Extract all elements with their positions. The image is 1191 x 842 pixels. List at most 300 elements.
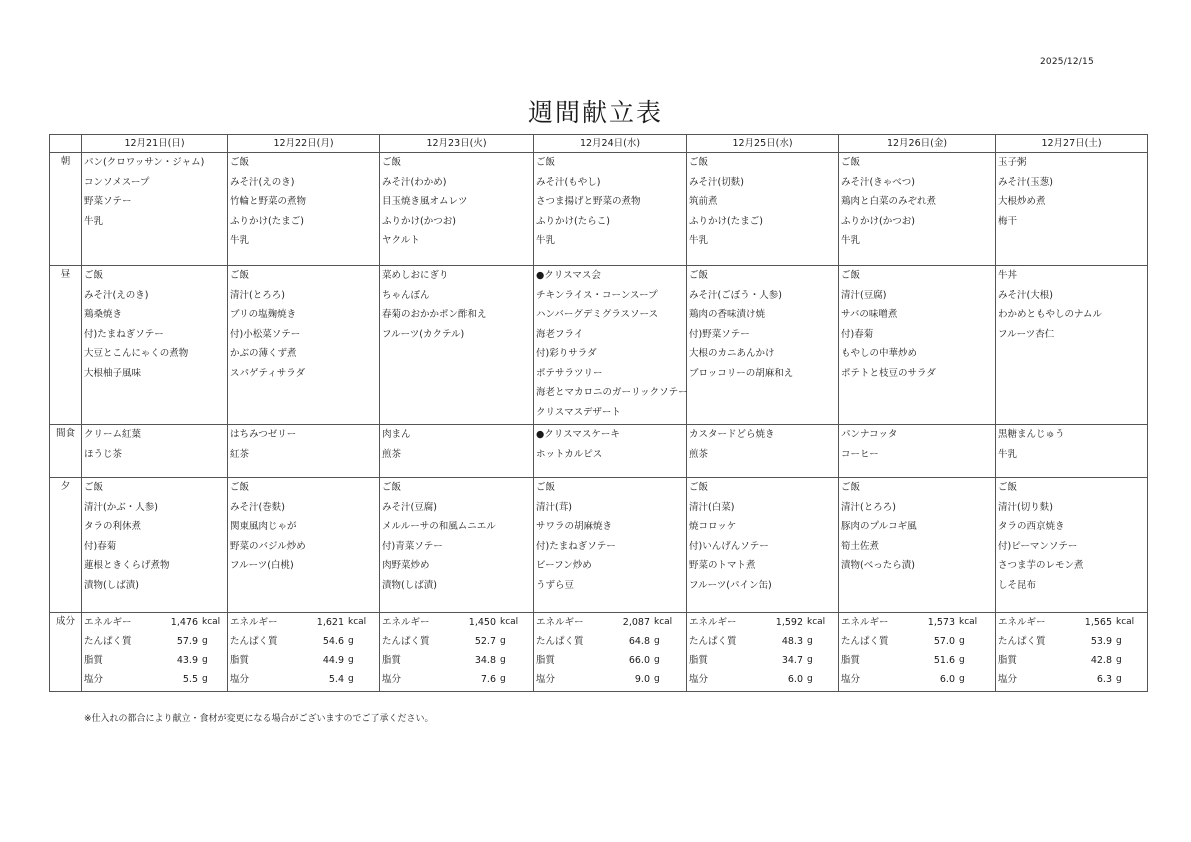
menu-cell [996,478,1148,613]
menu-item: チキンライス・コーンスープ [536,289,658,301]
menu-item-list [228,266,379,385]
nutrient-unit: g [202,655,208,665]
nutrition-grid [839,613,995,691]
nutrient-unit: g [807,636,813,646]
menu-item: コーヒー [841,448,879,460]
menu-cell [82,478,228,613]
menu-item: 大豆とこんにゃくの煮物 [84,348,189,359]
menu-item: みそ汁(豆腐) [382,501,437,513]
menu-item: 牛乳 [841,235,861,246]
menu-item: かぶの薄くず煮 [230,348,297,359]
menu-item: 大根柚子風味 [84,367,142,379]
nutrient-unit: g [654,655,660,665]
nutrient-unit: kcal [1116,617,1135,627]
nutrient-label-energy: エネルギー [230,617,278,628]
menu-item-list [380,478,533,597]
meal-label-lunch: 昼 [50,266,82,425]
menu-item-list [839,266,995,385]
menu-item-list [687,478,838,597]
menu-item: ご飯 [230,157,250,168]
nutrient-unit: g [202,674,208,684]
nutrient-label-fat: 脂質 [230,655,250,666]
nutrient-label-protein: たんぱく質 [382,636,430,647]
menu-item-list [996,425,1147,466]
nutrient-value-protein: 54.6 [322,636,344,647]
menu-item-list [534,425,686,466]
menu-item: ヤクルト [382,235,420,246]
menu-item: ご飯 [84,270,104,281]
menu-item: 春菊のおかかポン酢和え [382,309,487,320]
menu-item: タラの利休煮 [84,521,142,532]
nutrient-label-energy: エネルギー [841,617,889,628]
menu-item: ふりかけ(かつお) [841,215,915,227]
menu-cell [82,425,228,478]
menu-item-list [380,425,533,466]
meal-label-nutrition: 成分 [50,613,82,692]
menu-item: ご飯 [689,270,709,281]
menu-item: 関東風肉じゃが [230,521,297,532]
menu-item: 付)青菜ソテー [382,540,443,552]
menu-item: ご飯 [841,270,861,281]
menu-cell [228,153,380,266]
nutrient-unit: g [959,655,965,665]
menu-cell [839,266,996,425]
menu-item: 清汁(とろろ) [841,501,896,513]
nutrient-value-energy: 2,087 [622,617,650,628]
nutrient-label-salt: 塩分 [230,674,250,685]
menu-item: 漬物(べったら漬) [841,560,915,571]
menu-item: 煎茶 [382,448,402,460]
menu-cell [687,266,839,425]
nutrient-unit: kcal [500,617,519,627]
nutrient-unit: g [1116,674,1122,684]
menu-item: 紅茶 [230,448,250,460]
menu-cell [380,425,534,478]
nutrient-label-salt: 塩分 [84,674,104,685]
menu-item: 玉子粥 [998,157,1027,168]
nutrient-unit: g [807,674,813,684]
menu-cell [228,478,380,613]
nutrient-value-energy: 1,592 [775,617,803,628]
menu-item-list [534,266,686,424]
menu-item: うずら豆 [536,579,575,591]
menu-item: 牛乳 [84,215,104,227]
nutrient-value-fat: 34.7 [781,655,803,666]
menu-item-list [996,153,1147,233]
menu-item: 清汁(とろろ) [230,289,285,301]
menu-cell [839,153,996,266]
menu-item: ポテサラツリー [536,367,603,379]
nutrient-value-energy: 1,621 [316,617,344,628]
menu-item: 鶏桑焼き [84,309,123,320]
nutrient-label-salt: 塩分 [536,674,556,685]
menu-cell [687,153,839,266]
nutrient-label-fat: 脂質 [841,655,861,666]
nutrition-row [50,613,1148,692]
nutrient-unit: g [500,636,506,646]
menu-cell [228,425,380,478]
menu-item: 大根炒め煮 [998,196,1046,207]
menu-item: ちゃんぽん [382,289,430,301]
menu-item: もやしの中華炒め [841,348,918,359]
menu-item: ポテトと枝豆のサラダ [841,367,936,379]
page-title: 週間献立表 [527,97,663,127]
nutrient-unit: g [654,674,660,684]
menu-item-list [82,478,227,597]
menu-item: みそ汁(えのき) [230,176,295,188]
nutrient-unit: g [1116,636,1122,646]
menu-item: 牛乳 [230,235,250,246]
menu-item: みそ汁(えのき) [84,289,149,301]
menu-item: クリーム紅葉 [84,429,142,440]
menu-item-list [228,153,379,253]
menu-item: ご飯 [230,270,250,281]
menu-item: みそ汁(巻麩) [230,501,285,513]
nutrient-label-energy: エネルギー [382,617,430,628]
menu-item: 海老とマカロニのガーリックソテー [536,387,688,398]
nutrient-label-salt: 塩分 [689,674,709,685]
dinner-row [50,478,1148,613]
nutrition-grid [996,613,1147,691]
menu-item: ブリの塩麹焼き [230,309,297,320]
menu-item: 清汁(白菜) [689,501,735,513]
menu-item-list [82,153,227,233]
menu-item: しそ昆布 [998,579,1037,591]
day-header: 12月26日(金) [839,135,996,153]
menu-item: ほうじ茶 [84,448,123,460]
menu-cell [534,153,687,266]
nutrient-value-fat: 43.9 [176,655,198,666]
menu-cell [534,425,687,478]
issue-date: 2025/12/15 [1040,57,1094,67]
nutrient-value-fat: 66.0 [628,655,650,666]
breakfast-row [50,153,1148,266]
menu-item: ご飯 [841,482,861,493]
nutrient-unit: g [348,674,354,684]
nutrient-unit: g [654,636,660,646]
menu-item: 梅干 [998,215,1018,227]
nutrient-unit: kcal [807,617,826,627]
menu-item: ご飯 [382,157,402,168]
menu-cell [380,478,534,613]
nutrient-label-fat: 脂質 [689,655,709,666]
menu-item: さつま芋のレモン煮 [998,560,1084,571]
menu-item: 付)たまねぎソテー [84,328,164,340]
menu-item: 清汁(かぶ・人参) [84,501,158,513]
menu-item: ビーフン炒め [536,560,592,571]
menu-item: みそ汁(大根) [998,289,1053,301]
menu-item-list [839,478,995,578]
corner-cell [50,135,82,153]
menu-cell [996,266,1148,425]
menu-item-list [996,478,1147,597]
menu-item-list [380,266,533,346]
nutrient-value-protein: 53.9 [1090,636,1112,647]
nutrient-value-protein: 57.0 [933,636,955,647]
nutrition-cell [228,613,380,692]
nutrient-value-salt: 6.0 [939,674,955,685]
nutrient-unit: g [202,636,208,646]
menu-item: 肉野菜炒め [382,560,430,571]
nutrient-value-energy: 1,573 [927,617,955,628]
menu-item: 煎茶 [689,448,709,460]
menu-cell [380,266,534,425]
nutrient-value-energy: 1,565 [1084,617,1112,628]
nutrient-value-fat: 42.8 [1090,655,1112,666]
nutrition-cell [534,613,687,692]
menu-item: 牛丼 [998,270,1018,281]
nutrient-unit: g [348,636,354,646]
menu-item-list [687,425,838,466]
nutrition-grid [82,613,227,691]
nutrient-label-fat: 脂質 [84,655,104,666]
menu-item: 竹輪と野菜の煮物 [230,196,307,207]
nutrient-label-salt: 塩分 [998,674,1018,685]
menu-item-list [228,425,379,466]
nutrient-value-energy: 1,450 [468,617,496,628]
menu-item: ご飯 [382,482,402,493]
menu-item-list [687,153,838,253]
nutrient-unit: kcal [348,617,367,627]
nutrient-unit: g [500,655,506,665]
menu-item: 黒糖まんじゅう [998,429,1065,440]
menu-item: ご飯 [536,482,556,493]
nutrition-cell [996,613,1148,692]
menu-item: 付)たまねぎソテー [536,540,616,552]
menu-item: 付)野菜ソテー [689,328,750,340]
menu-cell [687,478,839,613]
nutrient-label-protein: たんぱく質 [230,636,278,647]
nutrient-label-energy: エネルギー [998,617,1046,628]
menu-item-list [380,153,533,253]
nutrition-cell [380,613,534,692]
menu-item: みそ汁(ごぼう・人参) [689,289,782,301]
nutrient-value-salt: 6.0 [787,674,803,685]
menu-item: ご飯 [230,482,250,493]
day-header: 12月24日(水) [534,135,687,153]
nutrient-value-protein: 57.9 [176,636,198,647]
menu-item: 鶏肉の香味漬け焼 [689,309,766,320]
menu-item: 付)春菊 [841,328,874,340]
menu-item: カスタードどら焼き [689,429,775,440]
menu-item: ブロッコリーの胡麻和え [689,367,794,379]
nutrient-label-fat: 脂質 [998,655,1018,666]
meal-label-breakfast: 朝 [50,153,82,266]
nutrient-value-protein: 64.8 [628,636,650,647]
menu-item: サワラの胡麻焼き [536,521,613,532]
nutrient-label-energy: エネルギー [689,617,737,628]
menu-item: 筍土佐煮 [841,540,880,552]
nutrient-label-salt: 塩分 [841,674,861,685]
menu-item: フルーツ(パイン缶) [689,579,772,591]
menu-item: 付)春菊 [84,540,117,552]
nutrient-value-salt: 5.5 [182,674,198,685]
nutrient-value-fat: 44.9 [322,655,344,666]
date-header-row [50,135,1148,153]
menu-item: クリスマスデザート [536,406,621,418]
menu-item: 野菜のトマト煮 [689,560,756,571]
day-header: 12月21日(日) [82,135,228,153]
nutrition-grid [228,613,379,691]
menu-item: わかめともやしのナムル [998,309,1103,320]
menu-item: 肉まん [382,429,411,440]
menu-cell [839,478,996,613]
menu-item: コンソメスープ [84,176,150,188]
snack-row [50,425,1148,478]
menu-item: 清汁(豆腐) [841,289,887,301]
menu-item: みそ汁(玉葱) [998,176,1053,188]
day-header: 12月22日(月) [228,135,380,153]
nutrient-label-fat: 脂質 [536,655,556,666]
menu-item: 野菜ソテー [84,196,132,207]
nutrition-cell [82,613,228,692]
nutrient-unit: kcal [654,617,673,627]
nutrient-unit: g [959,674,965,684]
nutrient-unit: g [348,655,354,665]
nutrient-unit: g [959,636,965,646]
menu-item: 漬物(しば漬) [84,579,139,591]
menu-item: みそ汁(きゃべつ) [841,176,915,188]
menu-item: タラの西京焼き [998,521,1065,532]
menu-item: パン(クロワッサン・ジャム) [84,157,205,168]
menu-item-list [534,478,686,597]
menu-item: 付)小松菜ソテー [230,328,301,340]
nutrient-label-protein: たんぱく質 [841,636,889,647]
menu-item: 漬物(しば漬) [382,579,437,591]
menu-item: 焼コロッケ [689,521,737,532]
nutrient-label-fat: 脂質 [382,655,402,666]
menu-cell [687,425,839,478]
nutrition-grid [380,613,533,691]
menu-item: ふりかけ(たらこ) [536,215,610,227]
menu-item: 鶏肉と白菜のみぞれ煮 [841,196,937,207]
menu-item: フルーツ(カクテル) [382,328,465,340]
menu-cell [534,478,687,613]
menu-item: ご飯 [84,482,104,493]
menu-item: 蓮根ときくらげ煮物 [84,560,170,571]
day-header: 12月23日(火) [380,135,534,153]
nutrient-value-fat: 51.6 [933,655,955,666]
menu-item-list [228,478,379,578]
meal-label-dinner: 夕 [50,478,82,613]
menu-item: メルルーサの和風ムニエル [382,521,496,532]
menu-item: みそ汁(わかめ) [382,176,447,188]
menu-item: 付)彩りサラダ [536,348,597,359]
nutrient-label-protein: たんぱく質 [84,636,132,647]
menu-item: 筑前煮 [689,196,718,207]
menu-cell [996,153,1148,266]
nutrition-grid [687,613,838,691]
nutrient-unit: g [500,674,506,684]
menu-item: 牛乳 [998,448,1018,460]
menu-item: 菜めしおにぎり [382,270,449,281]
nutrient-label-energy: エネルギー [536,617,584,628]
menu-item: みそ汁(切麩) [689,176,744,188]
day-header: 12月27日(土) [996,135,1148,153]
menu-item: ハンバーグデミグラスソース [536,309,659,320]
nutrient-label-protein: たんぱく質 [536,636,584,647]
menu-item-list [82,425,227,466]
nutrient-value-protein: 52.7 [474,636,496,647]
menu-item-list [534,153,686,253]
nutrient-label-protein: たんぱく質 [998,636,1046,647]
menu-item: フルーツ(白桃) [230,560,294,571]
menu-item: みそ汁(もやし) [536,176,601,188]
nutrient-unit: kcal [959,617,978,627]
menu-item: ご飯 [536,157,556,168]
menu-item: 付)いんげんソテー [689,540,769,552]
menu-item-list [82,266,227,385]
nutrient-value-fat: 34.8 [474,655,496,666]
menu-item: 牛乳 [689,235,709,246]
menu-cell [380,153,534,266]
menu-cell [996,425,1148,478]
menu-item: ご飯 [689,482,709,493]
nutrient-value-protein: 48.3 [781,636,803,647]
menu-item: 清汁(茸) [536,501,572,513]
menu-cell [82,153,228,266]
menu-item: ●クリスマス会 [536,270,601,281]
menu-item-list [839,153,995,253]
nutrient-label-protein: たんぱく質 [689,636,737,647]
menu-item: 牛乳 [536,235,556,246]
menu-item: ご飯 [689,157,709,168]
nutrient-label-salt: 塩分 [382,674,402,685]
nutrient-value-salt: 5.4 [328,674,344,685]
lunch-row [50,266,1148,425]
menu-item: ご飯 [841,157,861,168]
meal-label-snack: 間食 [50,425,82,478]
weekly-menu-table [49,134,1148,692]
menu-cell [82,266,228,425]
nutrient-unit: kcal [202,617,221,627]
nutrient-value-salt: 6.3 [1096,674,1112,685]
menu-cell [534,266,687,425]
nutrition-cell [687,613,839,692]
menu-item: 豚肉のプルコギ風 [841,521,917,532]
menu-item: ふりかけ(たまご) [689,215,763,227]
menu-item: 目玉焼き風オムレツ [382,196,468,207]
menu-item: 付)ピーマンソテー [998,540,1078,552]
menu-item: さつま揚げと野菜の煮物 [536,196,641,207]
menu-item: ふりかけ(かつお) [382,215,456,227]
nutrient-unit: g [807,655,813,665]
menu-item: パンナコッタ [841,429,898,440]
menu-item: 海老フライ [536,328,584,340]
menu-item: サバの味噌煮 [841,309,898,320]
nutrient-value-salt: 9.0 [634,674,650,685]
nutrition-grid [534,613,686,691]
menu-item: スパゲティサラダ [230,367,306,379]
menu-cell [839,425,996,478]
menu-item: 野菜のバジル炒め [230,540,306,552]
day-header: 12月25日(水) [687,135,839,153]
menu-item-list [839,425,995,466]
menu-item: ●クリスマスケーキ [536,429,620,440]
menu-item: ご飯 [998,482,1018,493]
menu-item-list [687,266,838,385]
nutrient-label-energy: エネルギー [84,617,132,628]
menu-item: 大根のカニあんかけ [689,348,775,359]
menu-item: フルーツ杏仁 [998,328,1055,340]
nutrient-value-salt: 7.6 [480,674,496,685]
menu-item-list [996,266,1147,346]
menu-cell [228,266,380,425]
menu-item: ふりかけ(たまご) [230,215,304,227]
menu-item: ホットカルピス [536,448,603,460]
menu-item: 清汁(切り麩) [998,501,1053,513]
nutrient-unit: g [1116,655,1122,665]
